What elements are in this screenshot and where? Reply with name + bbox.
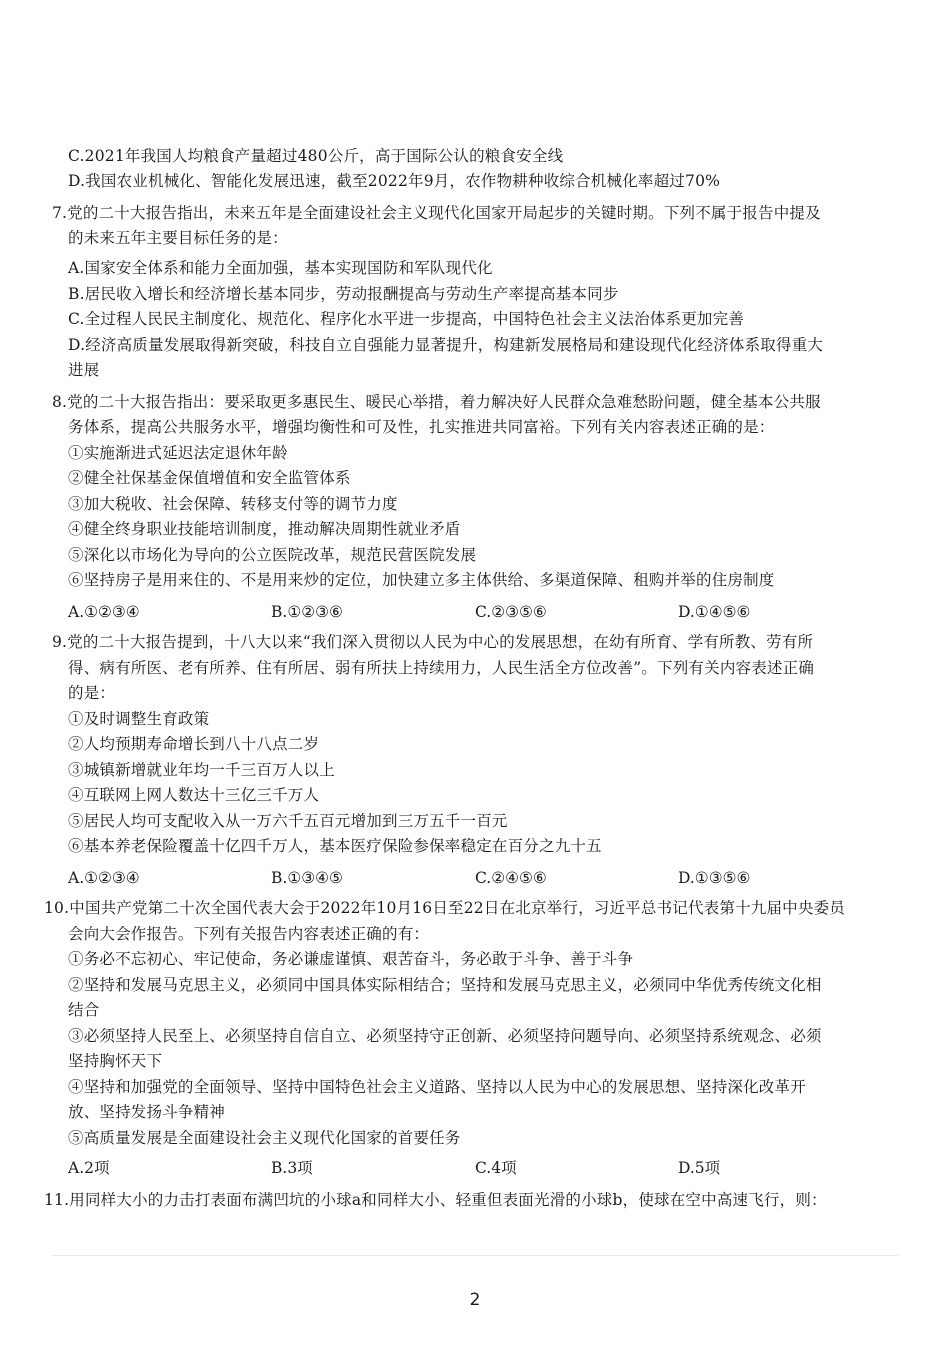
q10-option-c: C.4项 xyxy=(475,1159,517,1177)
q9-item: ③城镇新增就业年均一千三百万人以上 xyxy=(68,761,335,779)
q10-option-a: A.2项 xyxy=(68,1159,110,1177)
q7-option-b: B.居民收入增长和经济增长基本同步，劳动报酬提高与劳动生产率提高基本同步 xyxy=(68,285,619,303)
q9-option-d: D.①③⑤⑥ xyxy=(678,869,751,887)
q9-stem-line: 的是： xyxy=(68,684,116,702)
q10-option-d: D.5项 xyxy=(678,1159,721,1177)
q10-option-b: B.3项 xyxy=(271,1159,313,1177)
footer-divider xyxy=(52,1255,898,1256)
q9-option-b: B.①③④⑤ xyxy=(271,869,343,887)
q7-option-c: C.全过程人民民主制度化、规范化、程序化水平进一步提高，中国特色社会主义法治体系更加完善 xyxy=(68,310,745,328)
q8-item: ①实施渐进式延迟法定退休年龄 xyxy=(68,444,288,462)
q8-option-d: D.①④⑤⑥ xyxy=(678,603,751,621)
q10-stem-line: 会向大会作报告。下列有关报告内容表述正确的有： xyxy=(68,925,430,943)
q10-item: ①务必不忘初心、牢记使命，务必谦虚谨慎、艰苦奋斗，务必敢于斗争、善于斗争 xyxy=(68,950,634,968)
q9-item: ①及时调整生育政策 xyxy=(68,710,210,728)
q10-item: ⑤高质量发展是全面建设社会主义现代化国家的首要任务 xyxy=(68,1129,461,1147)
q10-item: 结合 xyxy=(68,1001,100,1019)
q7-stem-line: 7.党的二十大报告指出，未来五年是全面建设社会主义现代化国家开局起步的关键时期。下列不属于报告中提及 xyxy=(52,204,821,222)
q8-option-a: A.①②③④ xyxy=(68,603,140,621)
page-number: 2 xyxy=(469,1290,481,1310)
q9-option-c: C.②④⑤⑥ xyxy=(475,869,547,887)
q8-option-b: B.①②③⑥ xyxy=(271,603,343,621)
q11-stem: 11.用同样大小的力击打表面布满凹坑的小球a和同样大小、轻重但表面光滑的小球b，使球在空中高速飞行，则： xyxy=(44,1191,827,1209)
q10-item: 放、坚持发扬斗争精神 xyxy=(68,1103,226,1121)
q9-item: ⑥基本养老保险覆盖十亿四千万人，基本医疗保险参保率稳定在百分之九十五 xyxy=(68,837,602,855)
q9-stem-line: 9.党的二十大报告提到，十八大以来“我们深入贯彻以人民为中心的发展思想，在幼有所育、学有所教、劳有所 xyxy=(52,633,814,651)
q10-stem-line: 10.中国共产党第二十次全国代表大会于2022年10月16日至22日在北京举行，习近平总书记代表第十九届中央委员 xyxy=(44,899,845,917)
q10-item: ③必须坚持人民至上、必须坚持自信自立、必须坚持守正创新、必须坚持问题导向、必须坚持系统观念、必须 xyxy=(68,1027,822,1045)
q10-item: ④坚持和加强党的全面领导、坚持中国特色社会主义道路、坚持以人民为中心的发展思想、坚持深化改革开 xyxy=(68,1078,806,1096)
q10-item: 坚持胸怀天下 xyxy=(68,1052,163,1070)
q8-item: ⑥坚持房子是用来住的、不是用来炒的定位，加快建立多主体供给、多渠道保障、租购并举的住房制度 xyxy=(68,571,775,589)
q9-item: ⑤居民人均可支配收入从一万六千五百元增加到三万五千一百元 xyxy=(68,812,508,830)
q9-item: ②人均预期寿命增长到八十八点二岁 xyxy=(68,735,320,753)
q8-stem-line: 8.党的二十大报告指出：要采取更多惠民生、暖民心举措，着力解决好人民群众急难愁盼问题，健全基本公共服 xyxy=(52,393,821,411)
q8-item: ④健全终身职业技能培训制度，推动解决周期性就业矛盾 xyxy=(68,520,461,538)
q8-item: ②健全社保基金保值增值和安全监管体系 xyxy=(68,469,351,487)
q8-option-c: C.②③⑤⑥ xyxy=(475,603,547,621)
q9-option-a: A.①②③④ xyxy=(68,869,140,887)
q7-option-d-line: D.经济高质量发展取得新突破，科技自立自强能力显著提升，构建新发展格局和建设现代化经济体系取得重大 xyxy=(68,336,824,354)
q9-item: ④互联网上网人数达十三亿三千万人 xyxy=(68,786,320,804)
q9-stem-line: 得、病有所医、老有所养、住有所居、弱有所扶上持续用力，人民生活全方位改善”。下列有关内容表述正确 xyxy=(68,659,815,677)
q6-option-d: D.我国农业机械化、智能化发展迅速，截至2022年9月，农作物耕种收综合机械化率超过70% xyxy=(68,172,721,190)
q7-option-a: A.国家安全体系和能力全面加强，基本实现国防和军队现代化 xyxy=(68,259,493,277)
q6-option-c: C.2021年我国人均粮食产量超过480公斤，高于国际公认的粮食安全线 xyxy=(68,147,564,165)
q8-stem-line: 务体系，提高公共服务水平，增强均衡性和可及性，扎实推进共同富裕。下列有关内容表述正确的是： xyxy=(68,418,775,436)
q8-item: ③加大税收、社会保障、转移支付等的调节力度 xyxy=(68,495,398,513)
q10-item: ②坚持和发展马克思主义，必须同中国具体实际相结合；坚持和发展马克思主义，必须同中华优秀传统文化相 xyxy=(68,976,822,994)
q7-stem-line: 的未来五年主要目标任务的是： xyxy=(68,229,288,247)
q7-option-d-line: 进展 xyxy=(68,361,100,379)
q8-item: ⑤深化以市场化为导向的公立医院改革，规范民营医院发展 xyxy=(68,546,477,564)
